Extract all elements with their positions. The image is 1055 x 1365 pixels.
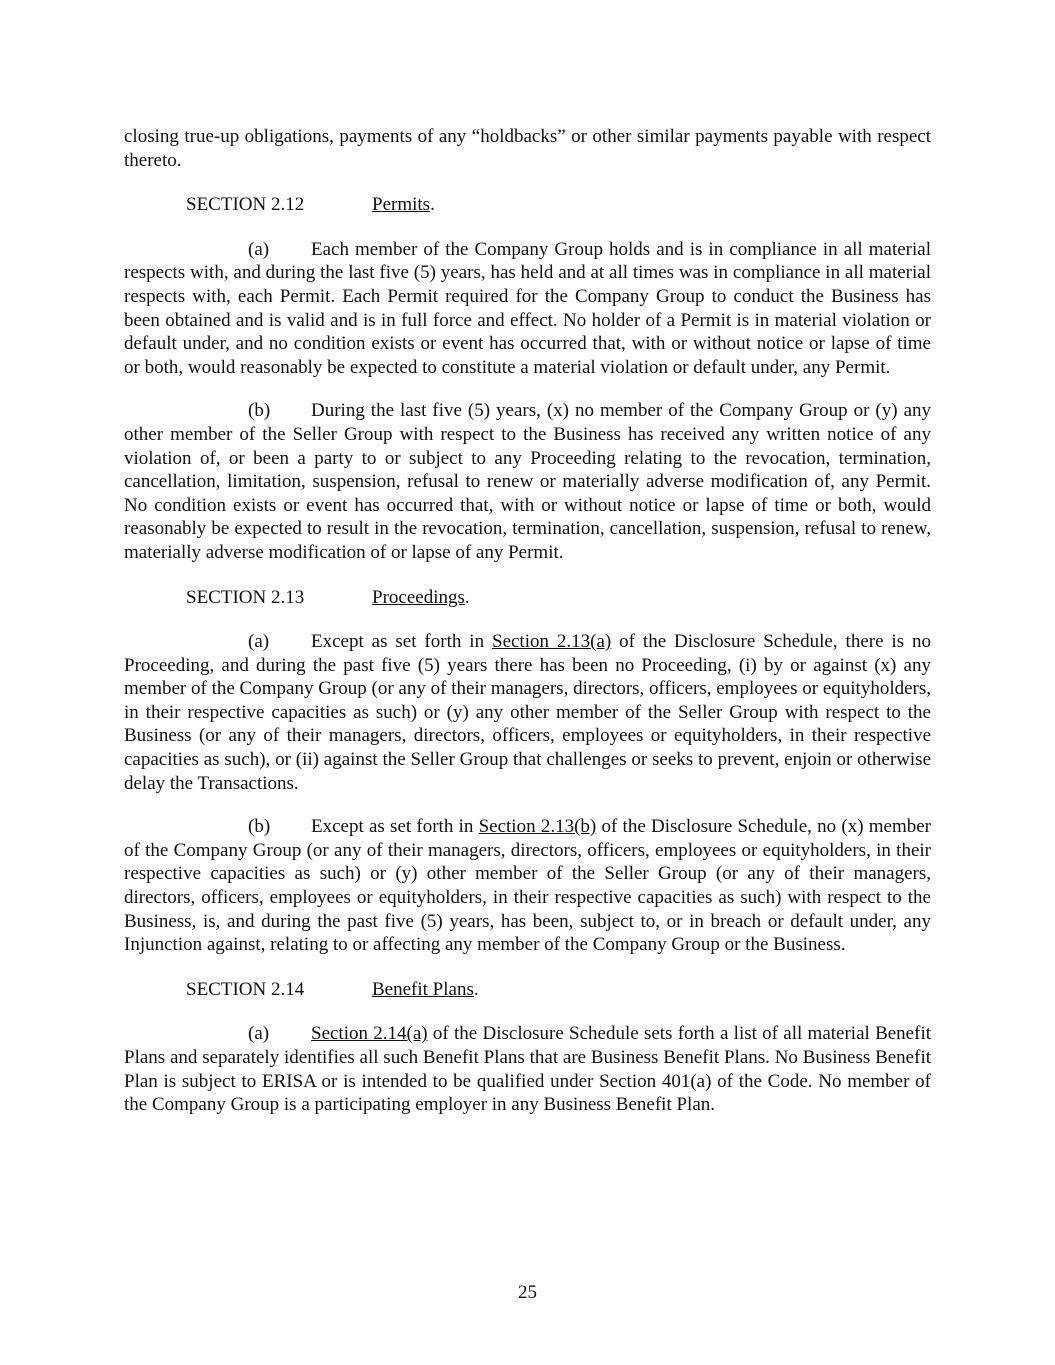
paragraph-text: of the Disclosure Schedule, there is no Proceeding, and during the past five (5) years there has been no Proceeding, (i) by or against (x) any member of the Company Group (or any of their managers, directors, officers, employees or equityholders, in their respective capacities as such) or (y) any other member of the Seller Group with respect to the Business (or any of their managers, directors, officers, employees or equityholders, in their respective capacities as such), or (ii) against the Seller Group that challenges or seeks to prevent, enjoin or otherwise delay the Transactions. — [124, 631, 932, 794]
section-heading-2-14: SECTION 2.14 Benefit Plans. — [186, 978, 479, 1000]
paragraph-2-12-a — [124, 238, 931, 380]
paragraph-2-13-a — [124, 630, 931, 795]
paragraph-marker: (a) — [248, 238, 270, 260]
section-reference: Section 2.14(a) — [311, 1023, 428, 1045]
section-number: SECTION 2.13 — [186, 586, 305, 608]
section-reference: Section 2.13(a) — [492, 631, 612, 653]
section-title: Benefit Plans — [372, 978, 474, 1000]
paragraph-marker: (a) — [248, 631, 270, 653]
paragraph-text: of the Disclosure Schedule, no (x) member of the Company Group (or any of their managers, directors, officers, employees or equityholders, in their respective capacities as such) or (y) other member of the Seller Group (or any of their managers, directors, officers, employees or equityholders, in their respective capacities as such) with respect to the Business, is, and during the past five (5) years, has been, subject to, or in breach or default under, any Injunction against, relating to or affecting any member of the Company Group or the Business. — [124, 816, 932, 956]
page-number: 25 — [518, 1282, 537, 1303]
paragraph-text: During the last five (5) years, (x) no member of the Company Group or (y) any other member of the Seller Group with respect to the Business has received any written notice of any violation of, or been a party to or subject to any Proceeding relating to the revocation, termination, cancellation, limitation, suspension, refusal to renew or materially adverse modification of, any Permit. No condition exists or event has occurred that, with or without notice or lapse of time or both, would reasonably be expected to result in the revocation, termination, cancellation, suspension, refusal to renew, materially adverse modification of or lapse of any Permit. — [124, 400, 931, 563]
paragraph-lead: Except as set forth in — [311, 631, 485, 653]
section-number: SECTION 2.14 — [186, 978, 305, 1000]
intro-paragraph: closing true-up obligations, payments of any “holdbacks” or other similar payments payable with respect thereto. — [124, 126, 931, 171]
paragraph-marker: (a) — [248, 1023, 270, 1045]
section-number: SECTION 2.12 — [186, 194, 305, 216]
paragraph-text: of the Disclosure Schedule sets forth a list of all material Benefit Plans and separately identifies all such Benefit Plans that are Business Benefit Plans. No Business Benefit Plan is subject to ERISA or is intended to be qualified under Section 401(a) of the Code. No member of the Company Group is a participating employer in any Business Benefit Plan. — [124, 1023, 931, 1116]
section-heading-2-13: SECTION 2.13 Proceedings. — [186, 586, 470, 608]
paragraph-lead: Except as set forth in — [311, 816, 474, 838]
paragraph-marker: (b) — [248, 816, 271, 838]
paragraph-2-14-a — [124, 1022, 931, 1116]
paragraph-2-13-b — [124, 815, 931, 957]
paragraph-2-12-b — [124, 399, 931, 564]
section-title: Permits — [372, 194, 431, 216]
paragraph-text: Each member of the Company Group holds and is in compliance in all material respects with, and during the last five (5) years, has held and at all times was in compliance in all material respects with, each Permit. Each Permit required for the Company Group to conduct the Business has been obtained and is valid and is in full force and effect. No holder of a Permit is in material violation or default under, and no condition exists or event has occurred that, with or without notice or lapse of time or both, would reasonably be expected to constitute a material violation or default under, any Permit. — [124, 238, 931, 378]
document-page — [124, 125, 931, 1117]
paragraph-marker: (b) — [248, 400, 271, 422]
section-heading-2-12: SECTION 2.12 Permits. — [186, 194, 435, 216]
section-title: Proceedings — [372, 586, 465, 608]
section-reference: Section 2.13(b) — [478, 816, 597, 838]
